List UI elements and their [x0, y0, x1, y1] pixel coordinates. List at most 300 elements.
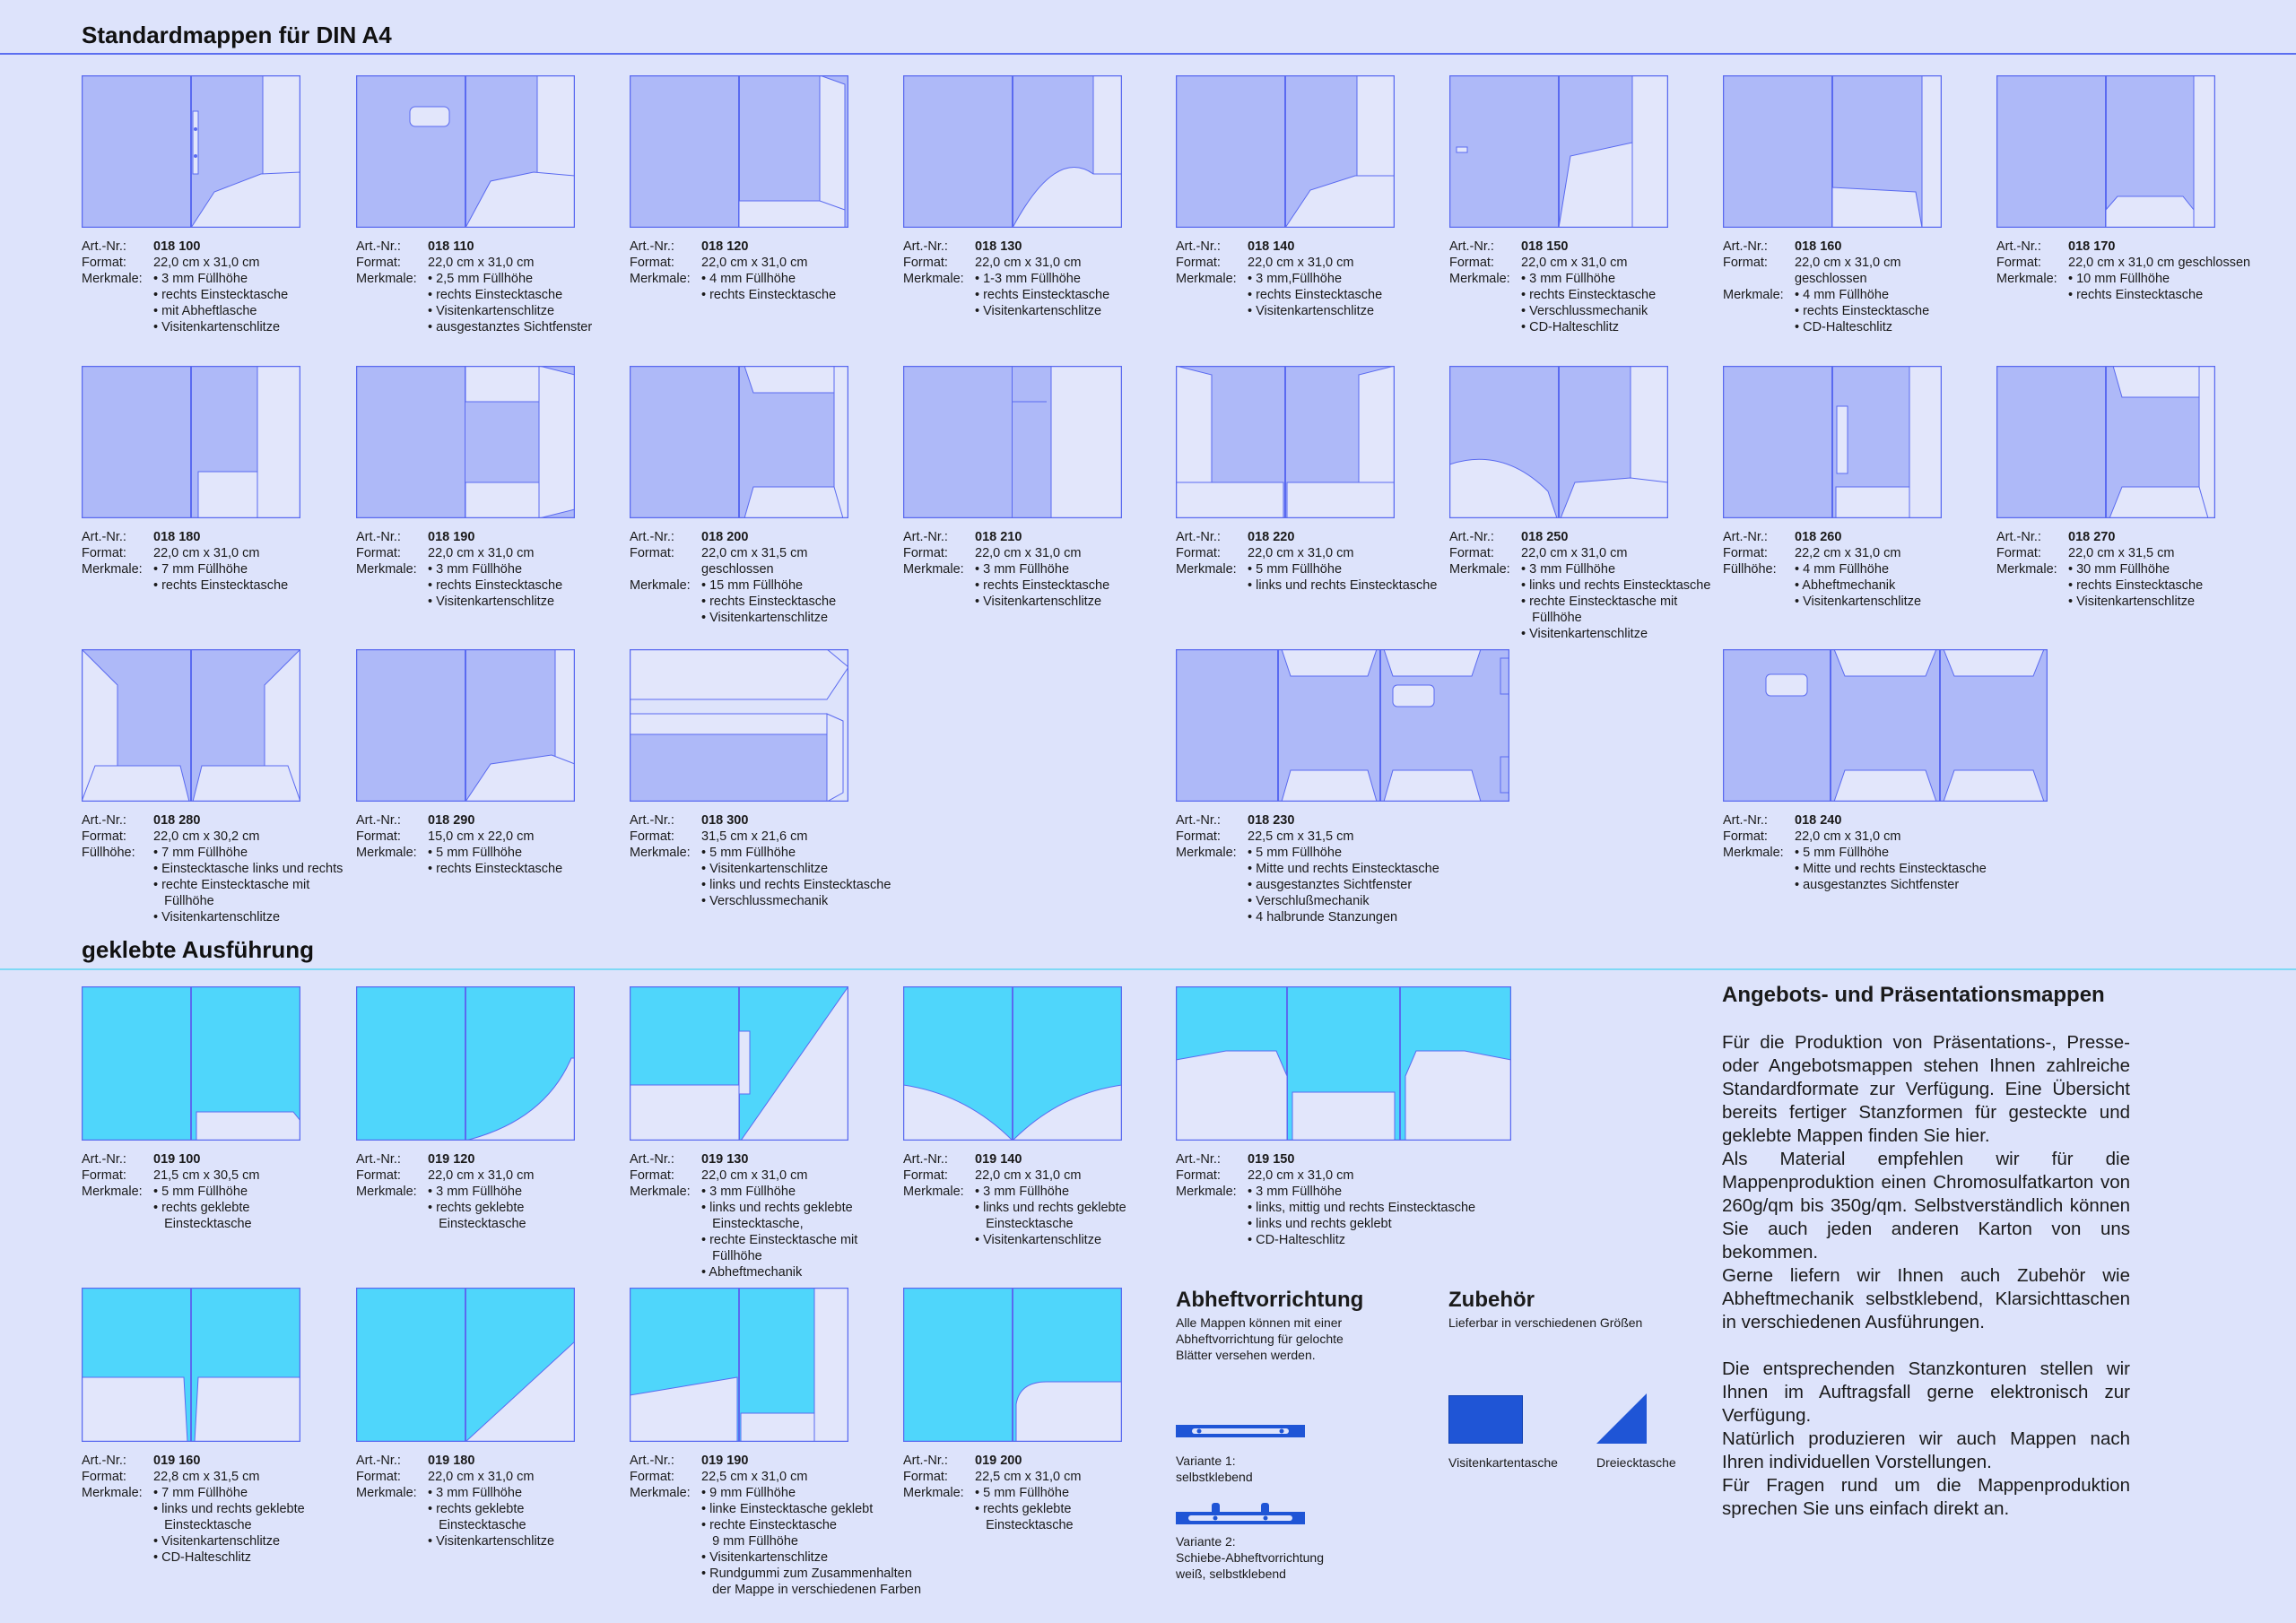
card-format: geschlossen — [701, 562, 774, 577]
folder-diagram — [356, 649, 575, 802]
card-feature: 9 mm Füllhöhe — [701, 1534, 798, 1549]
card-feature: • rechts Einstecktasche — [153, 578, 289, 593]
label-merkmale: Merkmale: — [630, 1486, 691, 1500]
label-merkmale: Merkmale: — [356, 272, 417, 286]
folder-diagram — [1723, 366, 1942, 518]
label-art: Art.-Nr.: — [356, 1454, 401, 1468]
label-format: Format: — [82, 829, 126, 844]
folder-card[interactable] — [1449, 366, 1710, 642]
card-format: 22,2 cm x 31,0 cm — [1795, 546, 1901, 560]
card-feature: • Visitenkartenschlitze — [428, 1534, 555, 1549]
label-art: Art.-Nr.: — [1176, 530, 1221, 544]
article-number: 018 100 — [153, 239, 201, 254]
folder-card[interactable] — [1723, 366, 1942, 610]
abheft-title: Abheftvorrichtung — [1176, 1288, 1364, 1312]
card-format: 22,0 cm x 31,0 cm — [428, 256, 535, 270]
card-specs — [903, 1453, 1122, 1533]
card-format: 22,0 cm x 31,0 cm — [153, 256, 260, 270]
folder-diagram — [356, 1288, 575, 1442]
article-number: 019 130 — [701, 1152, 749, 1167]
folder-card[interactable] — [1723, 649, 2048, 893]
label-format: Format: — [1723, 546, 1768, 560]
article-number: 018 260 — [1795, 530, 1842, 544]
label-format: Format: — [630, 546, 674, 560]
card-feature: • rechts Einstecktasche — [428, 288, 563, 302]
card-specs — [1996, 529, 2215, 610]
label-art: Art.-Nr.: — [1176, 239, 1221, 254]
label-format: Format: — [1176, 829, 1221, 844]
card-feature: • 4 mm Füllhöhe — [1795, 288, 1890, 302]
card-format: 22,5 cm x 31,5 cm — [1248, 829, 1354, 844]
card-format: 22,0 cm x 31,0 cm — [1521, 256, 1628, 270]
abheft-description: Alle Mappen können mit einer Abheftvorrichtung für gelochte Blätter versehen werden. — [1176, 1315, 1344, 1362]
card-feature: • Rundgummi zum Zusammenhalten — [701, 1567, 912, 1581]
card-specs — [630, 1151, 857, 1280]
folder-card[interactable] — [356, 649, 575, 877]
card-feature: • rechts Einstecktasche — [1795, 304, 1930, 318]
folder-card[interactable] — [903, 366, 1122, 610]
label-format: Format: — [1176, 256, 1221, 270]
card-feature: • 4 mm Füllhöhe — [701, 272, 796, 286]
folder-card[interactable] — [1996, 366, 2215, 610]
article-number: 018 240 — [1795, 813, 1842, 828]
card-feature: • Visitenkartenschlitze — [153, 320, 281, 334]
zubehoer-title: Zubehör — [1448, 1288, 1535, 1312]
label-merkmale: Merkmale: — [1996, 272, 2057, 286]
card-specs — [82, 529, 300, 594]
article-number: 019 150 — [1248, 1152, 1295, 1167]
label-art: Art.-Nr.: — [1449, 530, 1494, 544]
label-art: Art.-Nr.: — [1723, 813, 1768, 828]
card-feature: • 5 mm Füllhöhe — [1248, 846, 1343, 860]
card-format: 21,5 cm x 30,5 cm — [153, 1168, 260, 1183]
label-format: Format: — [82, 1168, 126, 1183]
label-merkmale: Merkmale: — [356, 562, 417, 577]
triangle-pocket-icon — [1596, 1393, 1647, 1444]
card-feature: • rechts Einstecktasche — [701, 288, 837, 302]
label-merkmale: Merkmale: — [1176, 846, 1237, 860]
label-merkmale: Merkmale: — [356, 846, 417, 860]
card-specs — [630, 1453, 921, 1598]
article-number: 018 120 — [701, 239, 749, 254]
folder-card[interactable] — [1176, 75, 1395, 319]
card-feature: • links, mittig und rechts Einstecktasche — [1248, 1201, 1476, 1215]
section-divider-standard — [0, 53, 2296, 55]
card-feature: • Abheftmechanik — [701, 1265, 803, 1280]
folder-diagram — [1449, 366, 1668, 518]
folder-card[interactable] — [630, 75, 848, 303]
card-feature: Einstecktasche — [428, 1518, 526, 1532]
label-art: Art.-Nr.: — [630, 1152, 674, 1167]
folder-card[interactable] — [82, 75, 300, 335]
label-format: Format: — [1996, 546, 2041, 560]
card-feature: • rechts Einstecktasche — [975, 578, 1110, 593]
card-feature: • links und rechts Einstecktasche — [1248, 578, 1438, 593]
card-feature: • Visitenkartenschlitze — [701, 1550, 829, 1565]
label-merkmale: Merkmale: — [1723, 846, 1784, 860]
folder-card[interactable] — [82, 366, 300, 594]
card-feature: • 3 mm,Füllhöhe — [1248, 272, 1343, 286]
card-feature: • rechts Einstecktasche — [428, 578, 563, 593]
card-feature: • rechts Einstecktasche — [2068, 288, 2204, 302]
card-format: 22,0 cm x 31,0 cm — [428, 1470, 535, 1484]
folder-card[interactable] — [630, 649, 891, 909]
label-format: Format: — [903, 1168, 948, 1183]
card-feature: • Visitenkartenschlitze — [1521, 627, 1648, 641]
zubehoer-item1-label: Visitenkartentasche — [1448, 1455, 1558, 1470]
label-format: Format: — [82, 546, 126, 560]
folder-card[interactable] — [903, 986, 1126, 1248]
label-merkmale: Merkmale: — [1176, 1185, 1237, 1199]
card-feature: • Visitenkartenschlitze — [975, 304, 1102, 318]
label-art: Art.-Nr.: — [82, 813, 126, 828]
card-feature: • 3 mm Füllhöhe — [701, 1185, 796, 1199]
card-specs — [1176, 1151, 1511, 1248]
folder-card[interactable] — [356, 1288, 575, 1549]
label-merkmale: Merkmale: — [356, 1486, 417, 1500]
label-merkmale: Merkmale: — [630, 272, 691, 286]
card-feature: • CD-Halteschlitz — [1795, 320, 1893, 334]
label-art: Art.-Nr.: — [82, 239, 126, 254]
label-merkmale: Merkmale: — [82, 562, 143, 577]
card-feature: • rechts geklebte — [428, 1201, 525, 1215]
card-feature: • Visitenkartenschlitze — [428, 304, 555, 318]
card-specs — [903, 529, 1122, 610]
card-feature: • Mitte und rechts Einstecktasche — [1248, 862, 1439, 876]
card-feature: • 3 mm Füllhöhe — [1248, 1185, 1343, 1199]
article-number: 018 200 — [701, 530, 749, 544]
folder-diagram — [82, 1288, 300, 1442]
card-format: 22,0 cm x 31,0 cm geschlossen — [2068, 256, 2251, 270]
article-number: 018 250 — [1521, 530, 1569, 544]
label-art: Art.-Nr.: — [1996, 239, 2041, 254]
card-feature: • rechts Einstecktasche — [153, 288, 289, 302]
label-merkmale: Merkmale: — [903, 1486, 964, 1500]
card-feature: • CD-Halteschlitz — [153, 1550, 252, 1565]
card-feature: • 3 mm Füllhöhe — [975, 562, 1070, 577]
card-feature: • Visitenkartenschlitze — [153, 910, 281, 924]
label-merkmale: Merkmale: — [82, 272, 143, 286]
card-feature: • Mitte und rechts Einstecktasche — [1795, 862, 1987, 876]
card-format: 22,0 cm x 31,0 cm — [701, 256, 808, 270]
folder-diagram — [82, 366, 300, 518]
card-feature: • 4 mm Füllhöhe — [1795, 562, 1890, 577]
card-feature: Einstecktasche — [975, 1217, 1074, 1231]
card-feature: Füllhöhe — [1521, 611, 1582, 625]
label-merkmale: Merkmale: — [82, 1185, 143, 1199]
card-format: 22,0 cm x 31,0 cm — [1795, 829, 1901, 844]
label-art: Art.-Nr.: — [1996, 530, 2041, 544]
folder-card[interactable] — [1176, 649, 1509, 925]
folder-card[interactable] — [82, 649, 343, 925]
zubehoer-item2-label: Dreiecktasche — [1596, 1455, 1676, 1470]
label-art: Art.-Nr.: — [630, 1454, 674, 1468]
article-number: 019 140 — [975, 1152, 1022, 1167]
card-specs — [1723, 239, 1942, 335]
card-format: 22,0 cm x 31,0 cm — [1248, 1168, 1354, 1183]
card-feature: • rechte Einstecktasche — [701, 1518, 837, 1532]
card-feature: • links und rechts geklebte — [153, 1502, 305, 1516]
article-number: 018 210 — [975, 530, 1022, 544]
folder-diagram — [903, 986, 1122, 1141]
card-feature: Füllhöhe — [153, 894, 214, 908]
card-format: 22,0 cm x 31,0 cm — [1521, 546, 1628, 560]
card-feature: • 10 mm Füllhöhe — [2068, 272, 2170, 286]
label-art: Art.-Nr.: — [82, 530, 126, 544]
card-specs — [82, 239, 300, 335]
folder-diagram — [356, 366, 575, 518]
card-specs — [82, 1453, 305, 1566]
folder-card[interactable] — [903, 1288, 1122, 1533]
label-format: Format: — [356, 1470, 401, 1484]
card-feature: • 5 mm Füllhöhe — [701, 846, 796, 860]
label-art: Art.-Nr.: — [1176, 1152, 1221, 1167]
label-format: Format: — [356, 829, 401, 844]
label-format: Format: — [1449, 546, 1494, 560]
folder-diagram — [1723, 649, 2048, 802]
card-feature: • ausgestanztes Sichtfenster — [428, 320, 593, 334]
card-feature: • 9 mm Füllhöhe — [701, 1486, 796, 1500]
card-feature: • 3 mm Füllhöhe — [428, 562, 523, 577]
label-merkmale: Merkmale: — [1449, 562, 1510, 577]
folder-card[interactable] — [630, 986, 857, 1280]
label-art: Art.-Nr.: — [82, 1152, 126, 1167]
card-feature: • links und rechts geklebte — [975, 1201, 1126, 1215]
card-feature: • 7 mm Füllhöhe — [153, 562, 248, 577]
section-title-standard: Standardmappen für DIN A4 — [82, 22, 392, 48]
label-art: Art.-Nr.: — [630, 239, 674, 254]
card-specs — [356, 1453, 575, 1549]
card-feature: Einstecktasche — [153, 1518, 252, 1532]
folder-diagram — [1449, 75, 1668, 228]
card-feature: • rechts Einstecktasche — [975, 288, 1110, 302]
card-specs — [903, 1151, 1126, 1248]
card-specs — [1449, 239, 1668, 335]
article-number: 019 100 — [153, 1152, 201, 1167]
card-format: 22,5 cm x 31,0 cm — [701, 1470, 808, 1484]
article-number: 018 280 — [153, 813, 201, 828]
folder-diagram — [1996, 366, 2215, 518]
card-specs — [1996, 239, 2250, 303]
card-format: 22,0 cm x 31,0 cm — [428, 1168, 535, 1183]
card-feature: • 5 mm Füllhöhe — [153, 1185, 248, 1199]
folder-card[interactable] — [1449, 75, 1668, 335]
label-art: Art.-Nr.: — [1449, 239, 1494, 254]
business-card-pocket-icon — [1448, 1395, 1523, 1444]
label-art: Art.-Nr.: — [630, 813, 674, 828]
folder-diagram — [903, 75, 1122, 228]
label-format: Format: — [1449, 256, 1494, 270]
label-art: Art.-Nr.: — [356, 239, 401, 254]
card-feature: Einstecktasche — [153, 1217, 252, 1231]
card-feature: • Visitenkartenschlitze — [2068, 595, 2196, 609]
card-format: 22,0 cm x 31,0 cm — [1248, 256, 1354, 270]
label-art: Art.-Nr.: — [1723, 530, 1768, 544]
card-feature: • 3 mm Füllhöhe — [153, 272, 248, 286]
card-specs — [1176, 529, 1437, 594]
card-feature: • 5 mm Füllhöhe — [1795, 846, 1890, 860]
label-format: Format: — [356, 546, 401, 560]
label-merkmale: Merkmale: — [1996, 562, 2057, 577]
card-feature: • 30 mm Füllhöhe — [2068, 562, 2170, 577]
card-specs — [1176, 239, 1395, 319]
card-feature: • Visitenkartenschlitze — [701, 862, 829, 876]
label-merkmale: Merkmale: — [903, 272, 964, 286]
card-feature: • 2,5 mm Füllhöhe — [428, 272, 534, 286]
card-feature: • rechte Einstecktasche mit — [701, 1233, 858, 1247]
folder-card[interactable] — [82, 986, 300, 1232]
card-feature: • CD-Halteschlitz — [1248, 1233, 1346, 1247]
label-format: Format: — [630, 1470, 674, 1484]
card-specs — [903, 239, 1122, 319]
label-merkmale: Merkmale: — [356, 1185, 417, 1199]
folder-card[interactable] — [630, 1288, 921, 1598]
section-divider-glued — [0, 968, 2296, 970]
card-feature: • rechte Einstecktasche mit — [1521, 595, 1678, 609]
article-number: 018 190 — [428, 530, 475, 544]
card-specs — [630, 239, 848, 303]
label-merkmale: Merkmale: — [1723, 288, 1784, 302]
card-format: 22,0 cm x 31,0 cm — [975, 1168, 1082, 1183]
abheft-variant2-icon — [1176, 1501, 1305, 1533]
card-feature: • 15 mm Füllhöhe — [701, 578, 804, 593]
card-feature: • 4 halbrunde Stanzungen — [1248, 910, 1398, 924]
label-merkmale: Füllhöhe: — [1723, 562, 1777, 577]
folder-diagram — [630, 986, 848, 1141]
card-feature: • Visitenkartenschlitze — [975, 595, 1102, 609]
folder-diagram — [630, 649, 848, 802]
article-number: 018 220 — [1248, 530, 1295, 544]
abheft-variant2-label: Variante 2: Schiebe-Abheftvorrichtung weiß, selbstklebend — [1176, 1534, 1324, 1581]
card-feature: • Verschlussmechanik — [1521, 304, 1648, 318]
article-number: 018 290 — [428, 813, 475, 828]
article-number: 019 200 — [975, 1454, 1022, 1468]
label-art: Art.-Nr.: — [356, 1152, 401, 1167]
card-specs — [356, 1151, 575, 1232]
label-merkmale: Merkmale: — [630, 846, 691, 860]
card-feature: • ausgestanztes Sichtfenster — [1248, 878, 1413, 892]
label-merkmale: Merkmale: — [1176, 272, 1237, 286]
folder-card[interactable] — [1176, 366, 1437, 594]
folder-card[interactable] — [356, 986, 575, 1232]
label-format: Format: — [1723, 829, 1768, 844]
label-format: Format: — [82, 256, 126, 270]
card-feature: • Verschlußmechanik — [1248, 894, 1370, 908]
card-feature: • Abheftmechanik — [1795, 578, 1896, 593]
folder-card[interactable] — [1176, 986, 1511, 1248]
label-merkmale: Merkmale: — [630, 578, 691, 593]
label-merkmale: Merkmale: — [1176, 562, 1237, 577]
card-feature: • links und rechts geklebt — [1248, 1217, 1392, 1231]
card-feature: • 5 mm Füllhöhe — [975, 1486, 1070, 1500]
card-specs — [630, 812, 891, 909]
label-art: Art.-Nr.: — [903, 1152, 948, 1167]
card-specs — [1723, 812, 2048, 893]
card-feature: • Verschlussmechanik — [701, 894, 829, 908]
card-format: 22,0 cm x 31,0 cm — [153, 546, 260, 560]
folder-card[interactable] — [356, 75, 592, 335]
card-feature: • Visitenkartenschlitze — [1248, 304, 1375, 318]
article-number: 018 110 — [428, 239, 474, 254]
card-format: 22,0 cm x 31,0 cm — [1248, 546, 1354, 560]
article-number: 018 130 — [975, 239, 1022, 254]
label-format: Format: — [1176, 1168, 1221, 1183]
label-merkmale: Merkmale: — [903, 1185, 964, 1199]
label-art: Art.-Nr.: — [356, 530, 401, 544]
card-feature: • rechts geklebte — [975, 1502, 1072, 1516]
card-specs — [1723, 529, 1942, 610]
card-feature: • 3 mm Füllhöhe — [428, 1486, 523, 1500]
label-merkmale: Merkmale: — [630, 1185, 691, 1199]
label-format: Format: — [356, 1168, 401, 1183]
folder-diagram — [1176, 986, 1511, 1141]
card-feature: • rechts Einstecktasche — [428, 862, 563, 876]
folder-diagram — [82, 986, 300, 1141]
card-feature: • rechts geklebte — [153, 1201, 250, 1215]
folder-card[interactable] — [1723, 75, 1942, 335]
label-format: Format: — [630, 829, 674, 844]
article-number: 019 120 — [428, 1152, 475, 1167]
card-feature: Einstecktasche — [428, 1217, 526, 1231]
label-merkmale: Merkmale: — [903, 562, 964, 577]
abheft-variant1-label: Variante 1: selbstklebend — [1176, 1454, 1253, 1484]
folder-diagram — [630, 75, 848, 228]
label-format: Format: — [82, 1470, 126, 1484]
zubehoer-description: Lieferbar in verschiedenen Größen — [1448, 1315, 1643, 1330]
folder-card[interactable] — [356, 366, 575, 610]
folder-diagram — [1176, 649, 1509, 802]
card-feature: • 3 mm Füllhöhe — [975, 1185, 1070, 1199]
card-specs — [1449, 529, 1710, 642]
card-feature: • links und rechts Einstecktasche — [1521, 578, 1711, 593]
card-format: 22,0 cm x 30,2 cm — [153, 829, 260, 844]
folder-diagram — [356, 986, 575, 1141]
folder-card[interactable] — [1996, 75, 2250, 303]
folder-diagram — [630, 1288, 848, 1442]
folder-card[interactable] — [903, 75, 1122, 319]
folder-card[interactable] — [82, 1288, 305, 1566]
label-art: Art.-Nr.: — [903, 1454, 948, 1468]
card-feature: • 7 mm Füllhöhe — [153, 1486, 248, 1500]
article-number: 018 160 — [1795, 239, 1842, 254]
folder-diagram — [903, 366, 1122, 518]
label-merkmale: Füllhöhe: — [82, 846, 135, 860]
card-format: 22,0 cm x 31,0 cm — [975, 546, 1082, 560]
article-number: 018 300 — [701, 813, 749, 828]
card-format: 22,0 cm x 31,0 cm — [975, 256, 1082, 270]
card-feature: • CD-Halteschlitz — [1521, 320, 1620, 334]
label-format: Format: — [903, 546, 948, 560]
card-format: 22,0 cm x 31,5 cm — [2068, 546, 2175, 560]
folder-card[interactable] — [630, 366, 848, 626]
folder-diagram — [1176, 75, 1395, 228]
card-feature: • Visitenkartenschlitze — [975, 1233, 1102, 1247]
article-number: 019 180 — [428, 1454, 475, 1468]
card-feature: • rechts Einstecktasche — [701, 595, 837, 609]
article-number: 018 150 — [1521, 239, 1569, 254]
card-feature: • Visitenkartenschlitze — [153, 1534, 281, 1549]
card-format: geschlossen — [1795, 272, 1867, 286]
card-format: 22,0 cm x 31,0 cm — [701, 1168, 808, 1183]
card-format: 22,0 cm x 31,0 cm — [428, 546, 535, 560]
card-feature: der Mappe in verschiedenen Farben — [701, 1583, 922, 1597]
card-format: 22,0 cm x 31,5 cm — [701, 546, 808, 560]
card-specs — [356, 529, 575, 610]
card-feature: • 3 mm Füllhöhe — [1521, 272, 1616, 286]
folder-diagram — [82, 649, 300, 802]
label-merkmale: Merkmale: — [1449, 272, 1510, 286]
label-merkmale: Merkmale: — [82, 1486, 143, 1500]
